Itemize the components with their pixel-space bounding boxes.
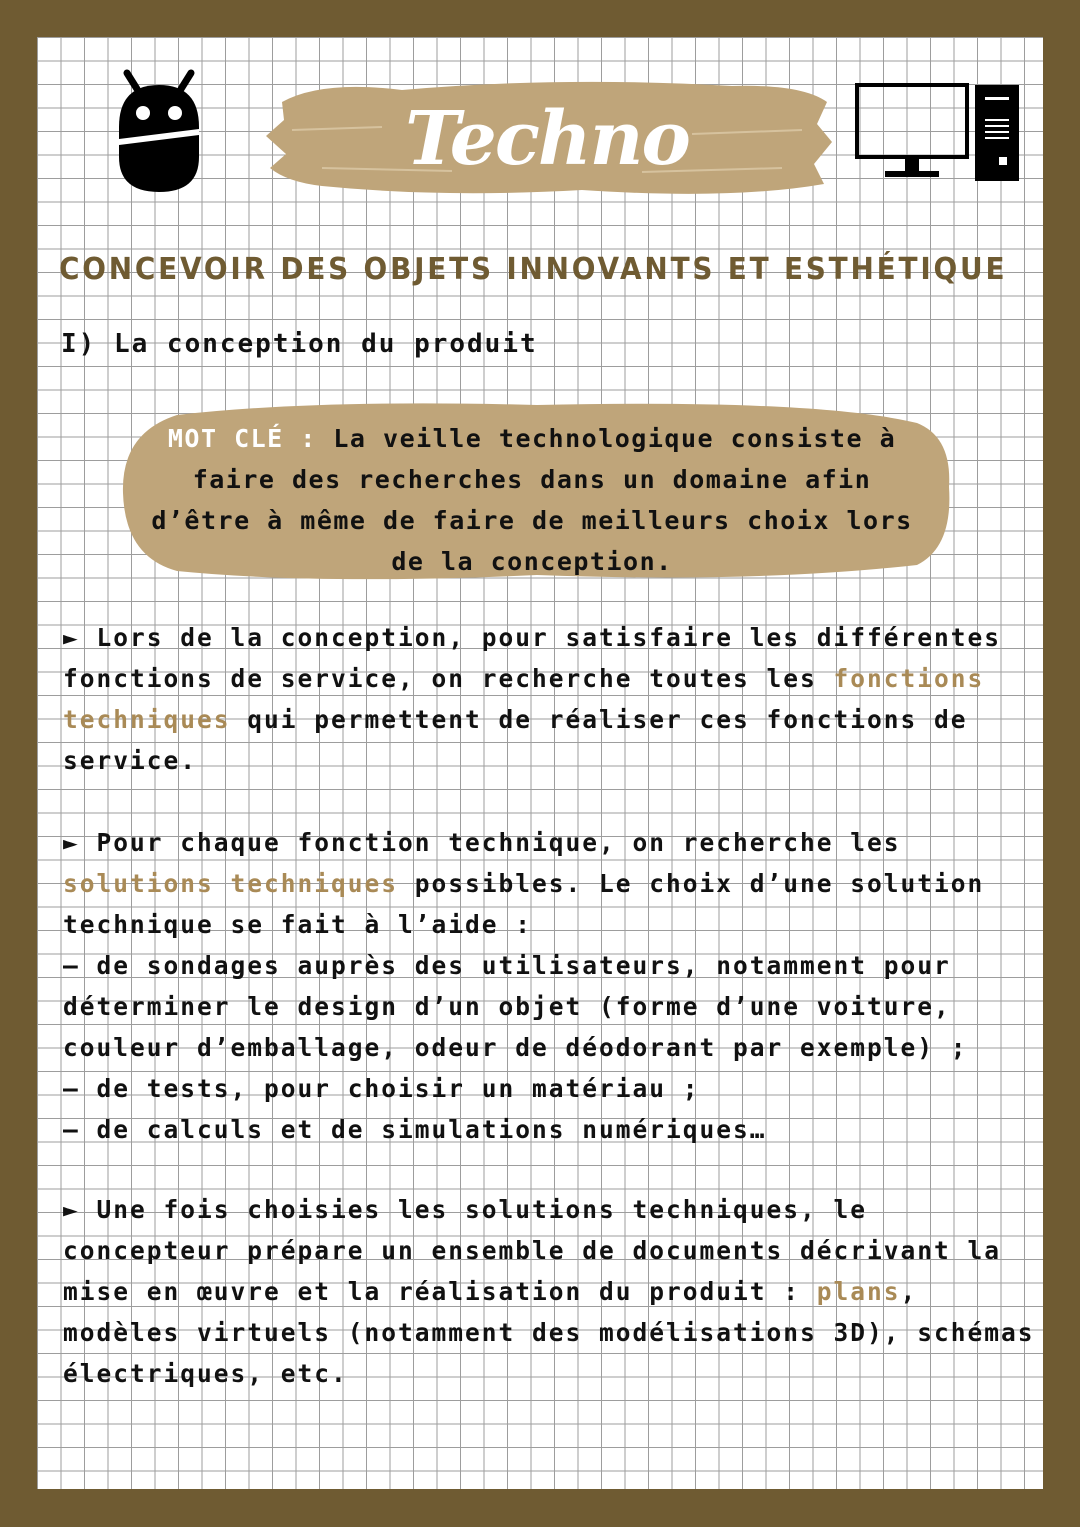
highlight-term: plans (816, 1277, 901, 1306)
paragraph-text: possibles. Le choix d’une solution technique se fait à l’aide : (63, 869, 985, 939)
paragraph-documents (63, 1189, 1038, 1394)
paragraph-text: qui permettent de réaliser ces fonctions de service. (63, 705, 968, 775)
keyword-label: MOT CLÉ : (167, 424, 317, 453)
paragraph-fonctions-techniques (63, 617, 1038, 781)
list-item: – de tests, pour choisir un matériau ; (63, 1074, 700, 1103)
keyword-definition (147, 418, 917, 582)
highlight-term: solutions techniques (63, 869, 399, 898)
list-item: – de sondages auprès des utilisateurs, notamment pour déterminer le design d’un objet (forme d’une voiture, couleur d’emballage, odeur de déodorant par exemple) ; (63, 951, 968, 1062)
paragraph-solutions-techniques (63, 822, 1038, 1150)
section-title: I) La conception du produit (61, 329, 538, 359)
chapter-heading: CONCEVOIR DES OBJETS INNOVANTS ET ESTHÉTIQUE (59, 252, 1008, 287)
paragraph-text: ► Lors de la conception, pour satisfaire les différentes fonctions de service, on recherche toutes les (63, 623, 1002, 693)
paragraph-text: ► Une fois choisies les solutions techniques, le concepteur prépare un ensemble de documents décrivant la mise en œuvre et la réalisation du produit : (63, 1195, 1002, 1306)
list-item: – de calculs et de simulations numériques… (63, 1115, 767, 1144)
paragraph-text: , modèles virtuels (notamment des modélisations 3D), schémas électriques, etc. (63, 1277, 1035, 1388)
page-title: Techno (405, 96, 689, 182)
grid-paper (37, 37, 1043, 1489)
paragraph-text: ► Pour chaque fonction technique, on recherche les (63, 828, 901, 857)
keyword-text: La veille technologique consiste à faire des recherches dans un domaine afin d’être à même de faire de meilleurs choix lors de la conception. (151, 424, 913, 576)
highlight-term: fonctions techniques (63, 664, 985, 734)
android-robot-icon (109, 67, 209, 197)
desktop-computer-icon (855, 81, 1025, 191)
